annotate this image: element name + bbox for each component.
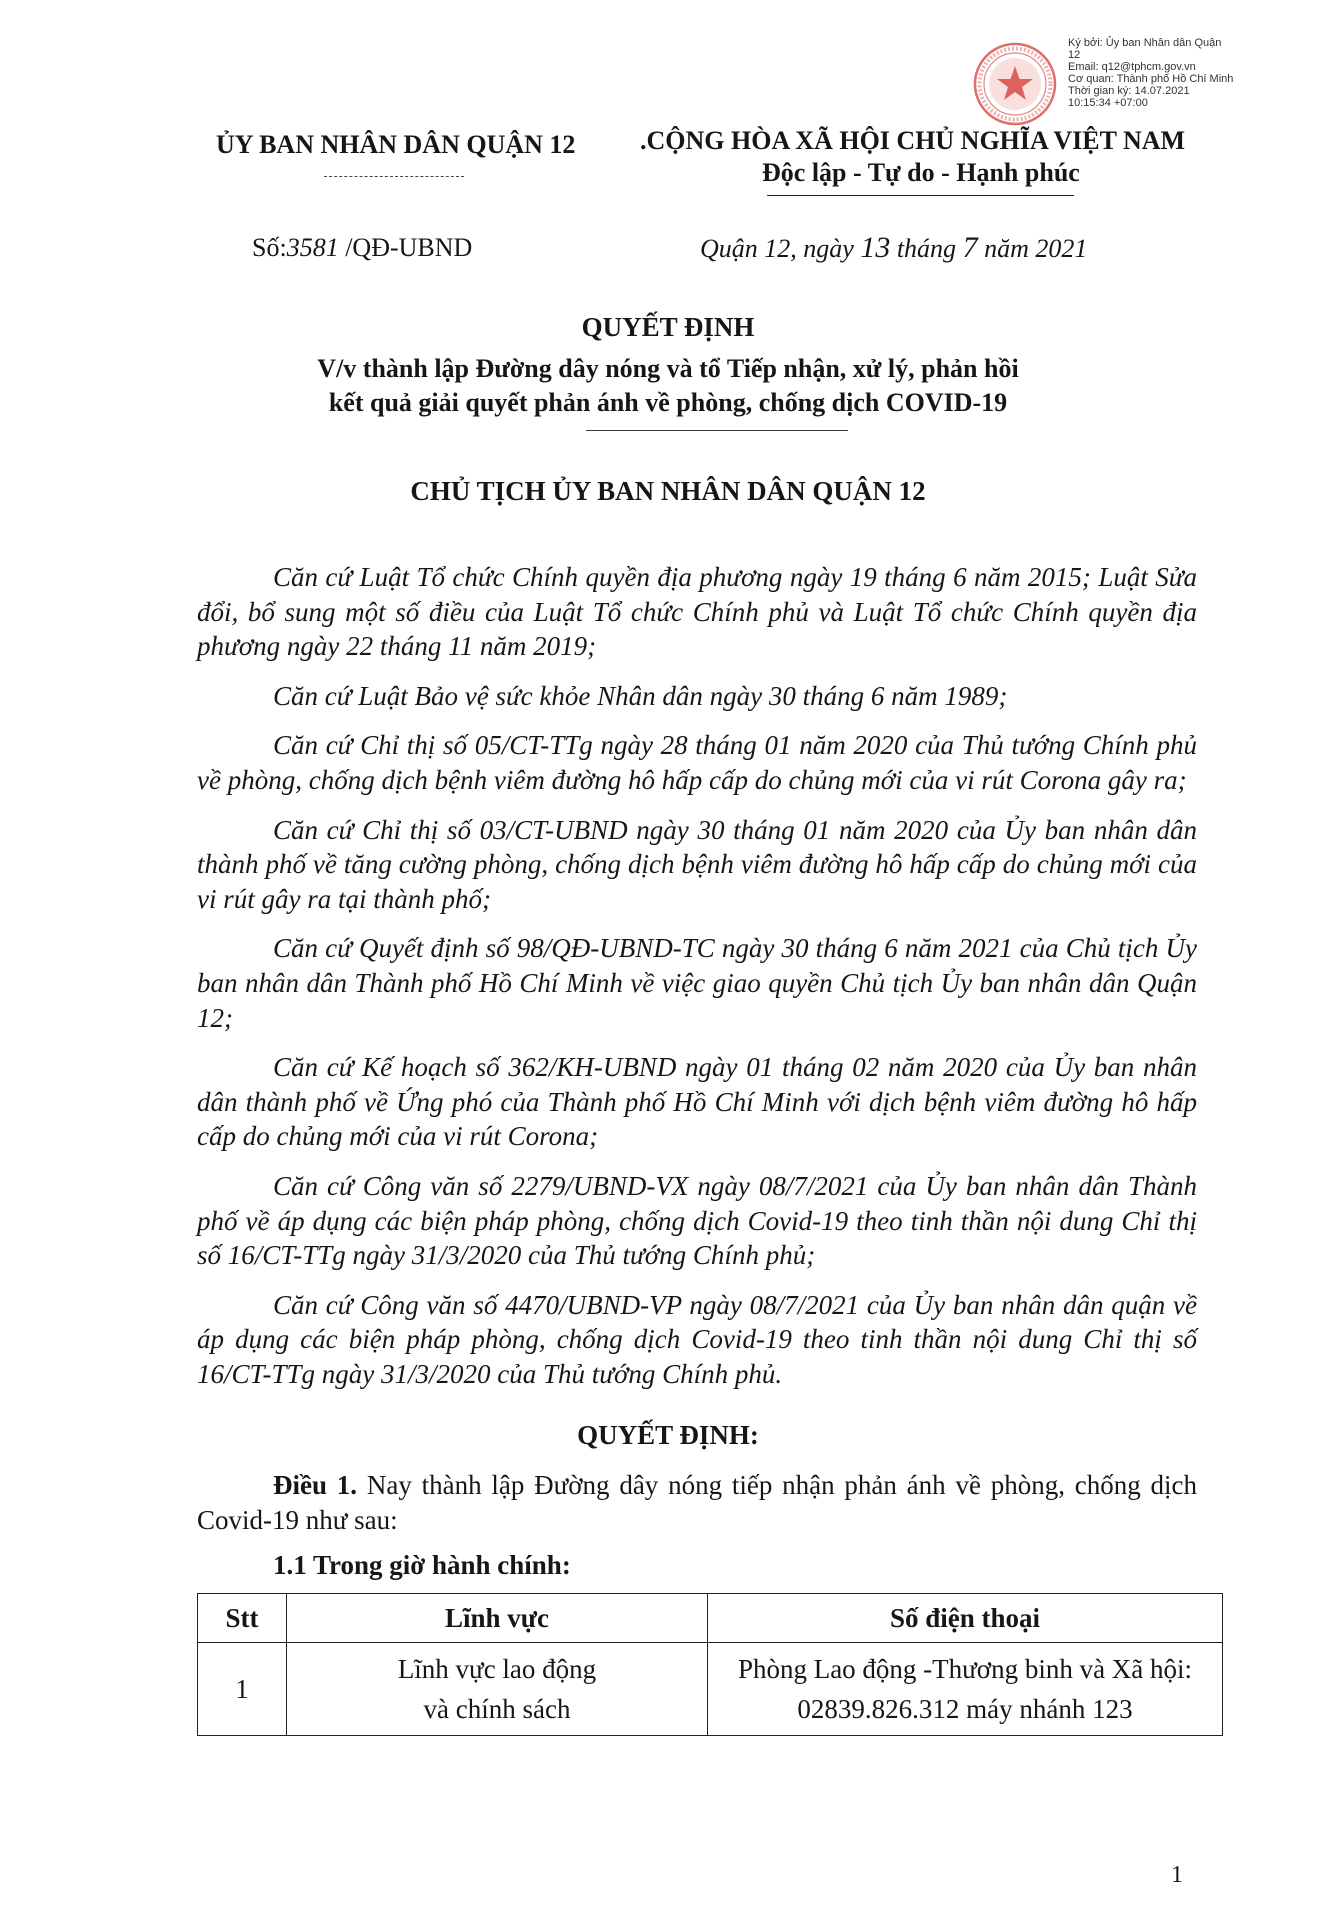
cell-phone <box>708 1643 1223 1736</box>
cell-phone-line: Phòng Lao động -Thương binh và Xã hội: <box>737 1654 1193 1684</box>
document-title: QUYẾT ĐỊNH <box>581 312 755 342</box>
cell-phone-line: 02839.826.312 máy nhánh 123 <box>797 1694 1133 1724</box>
legal-basis-paragraph: Căn cứ Luật Bảo vệ sức khỏe Nhân dân ngày 30 tháng 6 năm 1989; <box>273 680 1008 711</box>
document-date <box>700 231 1087 265</box>
article-label: Điều 1. <box>273 1470 358 1500</box>
legal-basis-paragraph: Căn cứ Kế hoạch số 362/KH-UBND ngày 01 tháng 02 năm 2020 của Ủy ban nhân dân thành phố về Ứng phó của Thành phố Hồ Chí Minh với dịch bệnh viêm đường hô hấp cấp do chủng mới của vi rút Corona; <box>197 1052 1197 1152</box>
digital-signature-info <box>1068 37 1318 109</box>
column-header-stt: Stt <box>198 1594 287 1643</box>
legal-basis-paragraph: Căn cứ Công văn số 4470/UBND-VP ngày 08/7/2021 của Ủy ban nhân dân quận về áp dụng các biện pháp phòng, chống dịch Covid-19 theo tinh thần nội dung Chỉ thị số 16/CT-TTg ngày 31/3/2020 của Thủ tướng Chính phủ. <box>197 1289 1197 1389</box>
hotline-table <box>197 1593 1223 1736</box>
legal-basis-paragraph: Căn cứ Chỉ thị số 03/CT-UBND ngày 30 tháng 01 năm 2020 của Ủy ban nhân dân thành phố về tăng cường phòng, chống dịch bệnh viêm đường hô hấp cấp do chủng mới của vi rút gây ra tại thành phố; <box>197 814 1197 914</box>
signature-line: Ký bởi: Ủy ban Nhân dân Quận <box>1068 37 1222 49</box>
legal-basis-paragraph: Căn cứ Quyết định số 98/QĐ-UBND-TC ngày 30 tháng 6 năm 2021 của Chủ tịch Ủy ban nhân dân Thành phố Hồ Chí Minh về việc giao quyền Chủ tịch Ủy ban nhân dân Quận 12; <box>197 933 1197 1033</box>
signature-seal-icon <box>973 42 1057 126</box>
legal-basis-paragraph: Căn cứ Công văn số 2279/UBND-VX ngày 08/7/2021 của Ủy ban nhân dân Thành phố về áp dụng các biện pháp phòng, chống dịch Covid-19 theo tinh thần nội dung Chỉ thị số 16/CT-TTg ngày 31/3/2020 của Thủ tướng Chính phủ; <box>197 1170 1197 1271</box>
cell-field-line: Lĩnh vực lao động <box>397 1654 597 1684</box>
page-number: 1 <box>1171 1862 1183 1888</box>
national-title: .CỘNG HÒA XÃ HỘI CHỦ NGHĨA VIỆT NAM <box>640 126 1186 155</box>
document-subject-line2: kết quả giải quyết phản ánh về phòng, chống dịch COVID-19 <box>328 388 1008 417</box>
subject-underline <box>586 430 848 431</box>
docno-prefix: Số: <box>252 233 287 262</box>
date-year: năm 2021 <box>977 234 1088 263</box>
column-header-phone: Số điện thoại <box>708 1594 1223 1643</box>
date-month-label: tháng <box>890 234 963 263</box>
legal-basis-paragraph: Căn cứ Luật Tổ chức Chính quyền địa phương ngày 19 tháng 6 năm 2015; Luật Sửa đổi, bổ sung một số điều của Luật Tổ chức Chính phủ và Luật Tổ chức Chính quyền địa phương ngày 22 tháng 11 năm 2019; <box>197 562 1197 662</box>
legal-basis-paragraph: Căn cứ Chỉ thị số 05/CT-TTg ngày 28 tháng 01 năm 2020 của Thủ tướng Chính phủ về phòng, chống dịch bệnh viêm đường hô hấp cấp do chủng mới của vi rút Corona gây ra; <box>197 730 1197 795</box>
signature-time: Thời gian ký: 14.07.2021 <box>1068 85 1190 97</box>
legal-bases <box>197 560 1197 1406</box>
column-header-field: Lĩnh vực <box>287 1594 708 1643</box>
article-text: Nay thành lập Đường dây nóng tiếp nhận phản ánh về phòng, chống dịch Covid-19 như sau: <box>197 1470 1198 1535</box>
signature-email: Email: q12@tphcm.gov.vn <box>1068 61 1196 73</box>
section-subheading: 1.1 Trong giờ hành chính: <box>273 1550 571 1580</box>
docno-handwritten: 3581 <box>286 233 339 262</box>
decision-heading: QUYẾT ĐỊNH: <box>577 1420 759 1450</box>
table-row <box>198 1643 1223 1736</box>
cell-stt: 1 <box>198 1643 287 1736</box>
signature-time: 10:15:34 +07:00 <box>1068 97 1148 109</box>
signature-line: 12 <box>1068 49 1081 61</box>
date-month-handwritten: 7 <box>962 231 978 264</box>
cell-field <box>287 1643 708 1736</box>
issuing-agency: ỦY BAN NHÂN DÂN QUẬN 12 <box>216 130 576 159</box>
document-subject-line1: V/v thành lập Đường dây nóng và tổ Tiếp nhận, xử lý, phản hồi <box>317 354 1019 383</box>
signature-org: Cơ quan: Thành phố Hồ Chí Minh <box>1068 73 1234 85</box>
docno-suffix: /QĐ-UBND <box>338 233 473 262</box>
date-place: Quận 12, ngày <box>700 234 861 263</box>
authority-heading: CHỦ TỊCH ỦY BAN NHÂN DÂN QUẬN 12 <box>410 476 926 506</box>
date-day-handwritten: 13 <box>860 231 891 264</box>
motto-underline <box>767 195 1074 196</box>
cell-field-line: và chính sách <box>423 1694 571 1724</box>
agency-underline <box>324 176 464 177</box>
table-header-row <box>198 1594 1223 1643</box>
article-1 <box>197 1468 1197 1537</box>
national-motto: Độc lập - Tự do - Hạnh phúc <box>762 158 1080 187</box>
document-number <box>252 233 472 263</box>
